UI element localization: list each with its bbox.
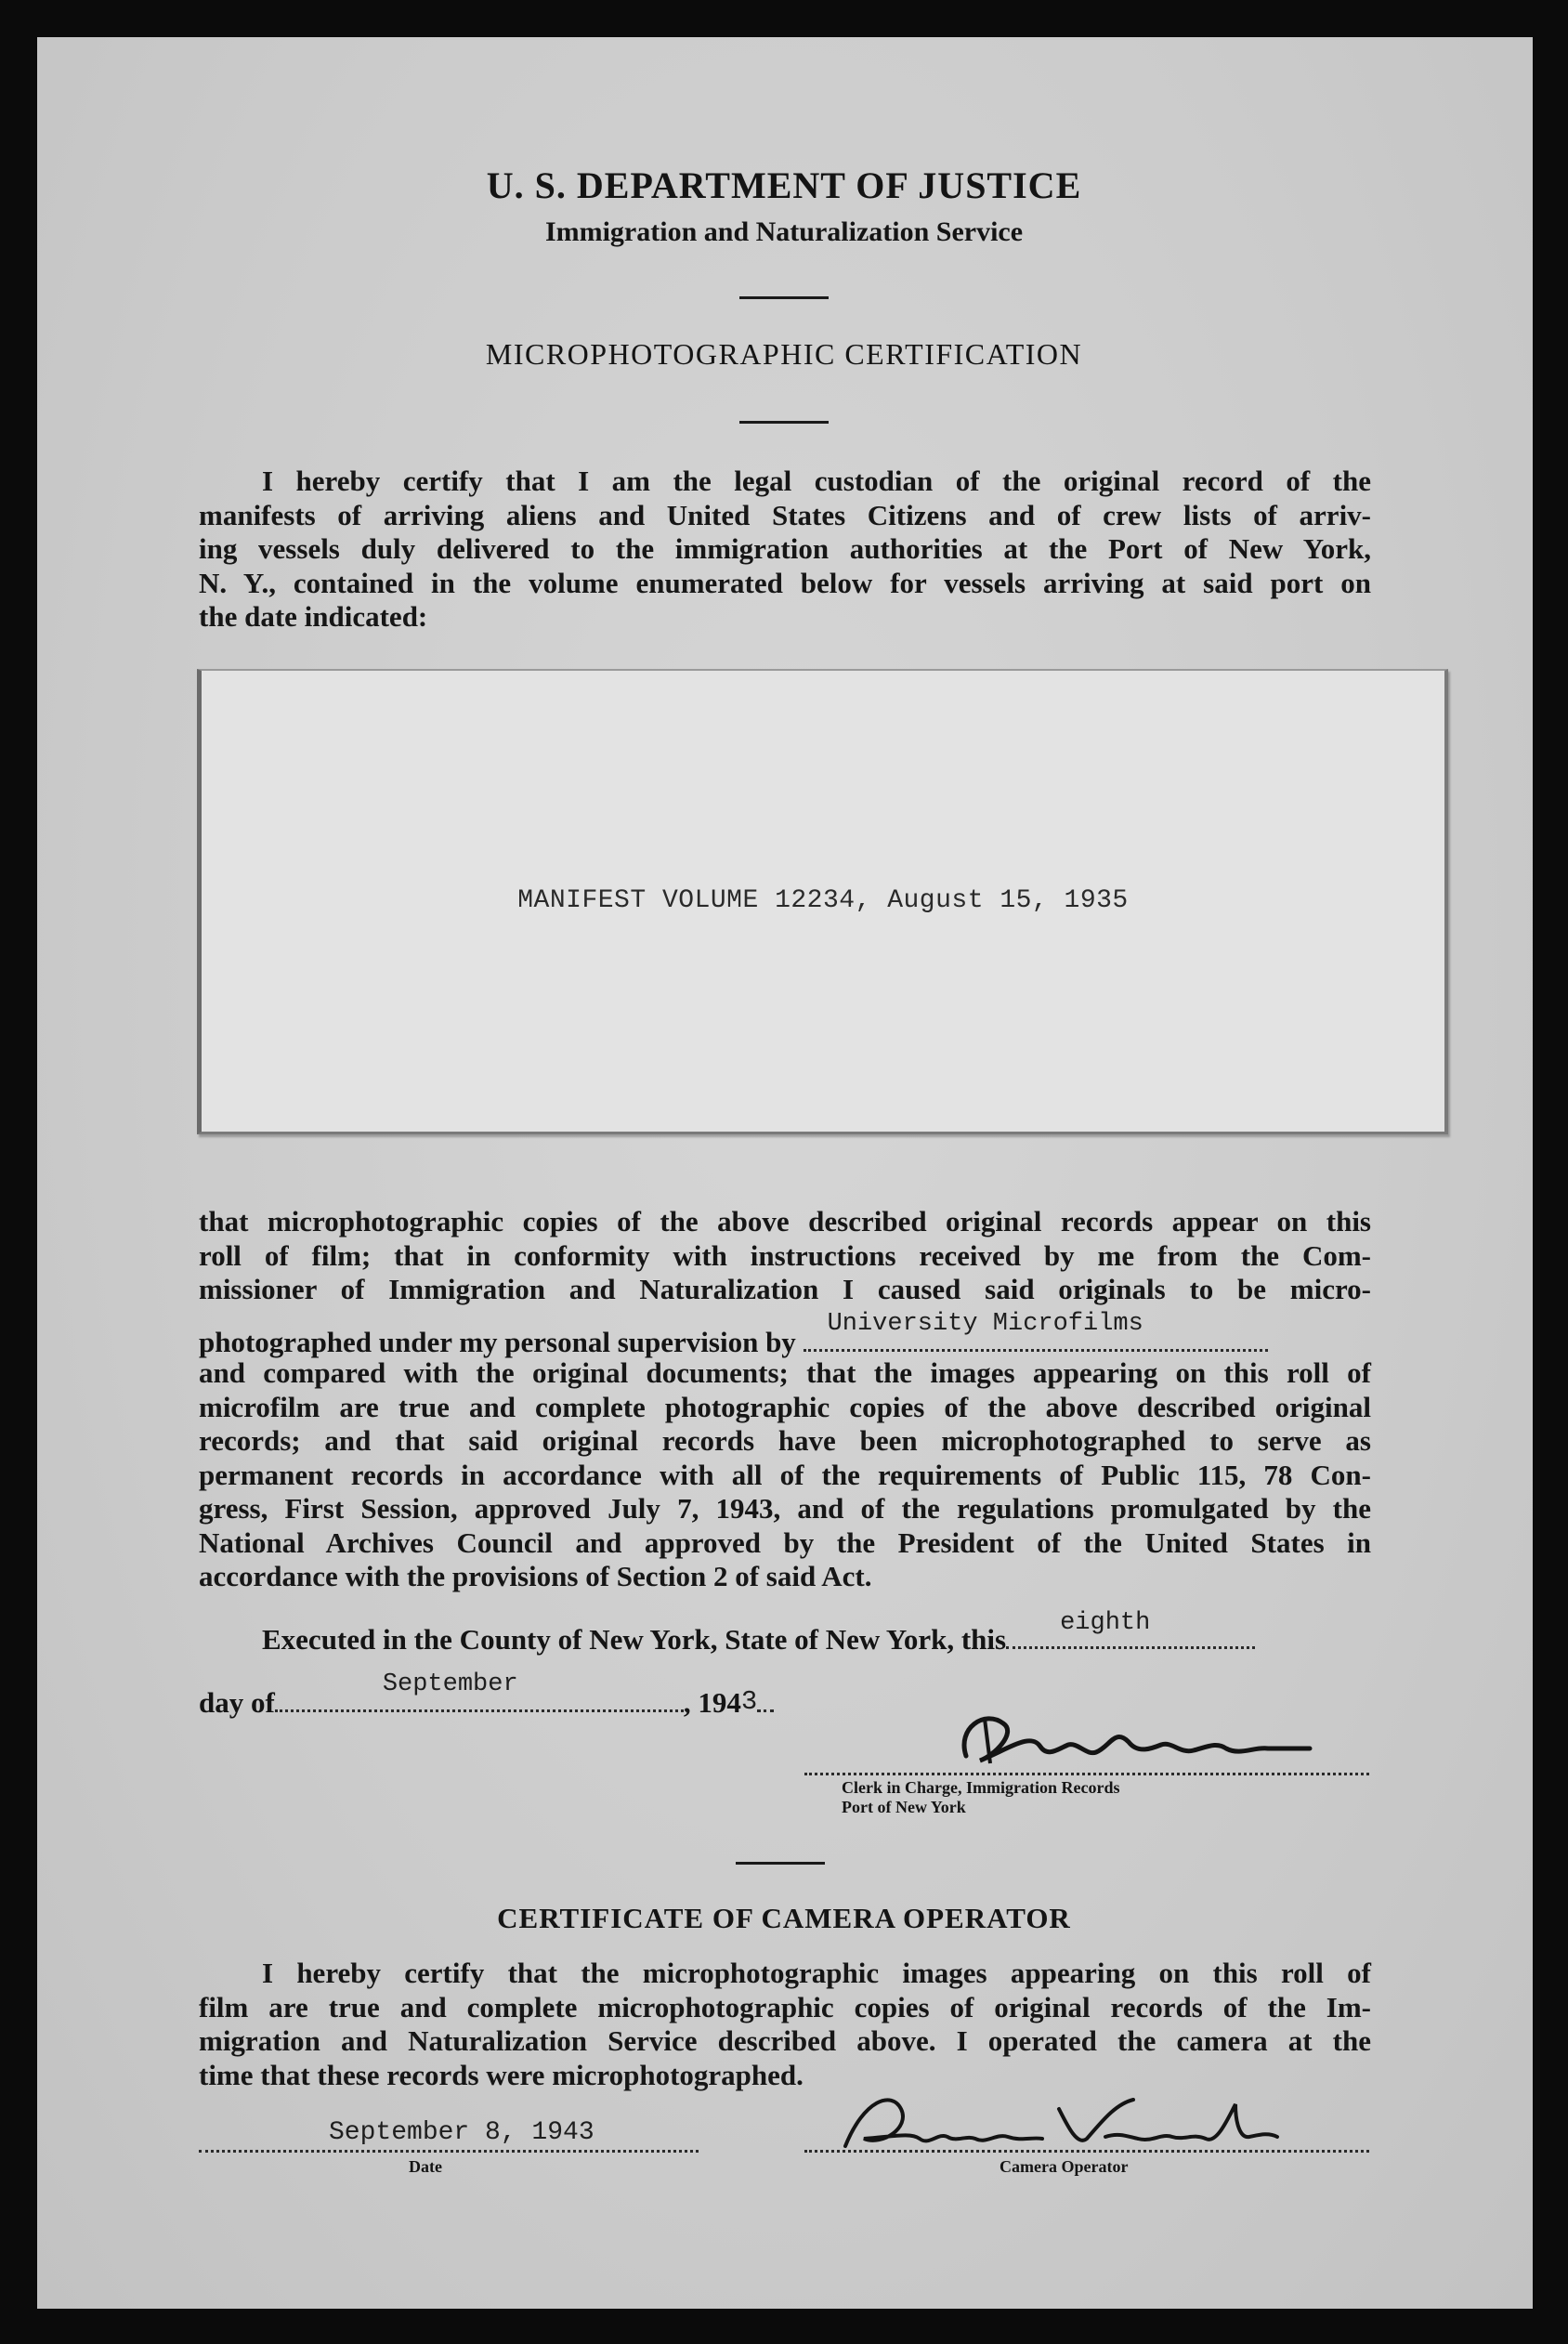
intro-line: the date indicated: <box>199 600 428 633</box>
body-line: records; and that said original records have been microphotographed to serve as <box>199 1424 1371 1457</box>
month-value: September <box>382 1670 518 1698</box>
department-heading: U. S. DEPARTMENT OF JUSTICE <box>486 164 1082 206</box>
body-line: roll of film; that in conformity with instructions received by me from the Com- <box>199 1238 1371 1272</box>
date-label: Date <box>409 2157 442 2176</box>
camera-date-value: September 8, 1943 <box>329 2118 595 2147</box>
year-prefix: , 194 <box>683 1686 741 1719</box>
date-signature-line <box>199 2118 699 2153</box>
year-value: 3 <box>740 1686 758 1717</box>
body-line: accordance with the provisions of Section 2 of said Act. <box>199 1560 872 1592</box>
body-line: and compared with the original documents; that the images appearing on this roll of <box>199 1356 1371 1389</box>
camera-line: time that these records were microphotographed. <box>199 2058 804 2091</box>
divider-rule <box>736 1862 825 1865</box>
body-line: permanent records in accordance with all of the requirements of Public 115, 78 Con- <box>199 1458 1371 1491</box>
day-value: eighth <box>1060 1609 1151 1637</box>
service-subheading: Immigration and Naturalization Service <box>544 216 1024 247</box>
body-line: that microphotographic copies of the above described original records appear on this <box>199 1205 1371 1237</box>
certification-title: MICROPHOTOGRAPHIC CERTIFICATION <box>485 337 1083 371</box>
divider-rule <box>739 296 829 299</box>
executed-line <box>262 1609 1255 1657</box>
body-line: National Archives Council and approved by the President of the United States in <box>199 1526 1371 1559</box>
operator-signature <box>827 2081 1310 2165</box>
intro-line: N. Y., contained in the volume enumerated below for vessels arriving at said port on <box>199 566 1371 599</box>
clerk-title-line1: Clerk in Charge, Immigration Records <box>842 1778 1120 1797</box>
intro-paragraph <box>199 465 1371 635</box>
intro-line: ing vessels duly delivered to the immigration authorities at the Port of New York, <box>199 532 1371 565</box>
camera-line: migration and Naturalization Service described above. I operated the camera at the <box>199 2024 1371 2057</box>
day-of-line <box>199 1670 774 1721</box>
clerk-title-line2: Port of New York <box>842 1798 966 1816</box>
clerk-signature <box>929 1691 1319 1784</box>
supervision-prefix: photographed under my personal supervision by <box>199 1326 796 1358</box>
body-line: missioner of Immigration and Naturalization I caused said originals to be micro- <box>199 1273 1371 1305</box>
intro-line: manifests of arriving aliens and United States Citizens and of crew lists of arriv- <box>199 498 1371 531</box>
manifest-volume-text: MANIFEST VOLUME 12234, August 15, 1935 <box>517 886 1129 915</box>
camera-line: film are true and complete microphotographic copies of original records of the Im- <box>199 1990 1371 2023</box>
record-box <box>197 669 1448 1134</box>
day-of-label: day of <box>199 1686 275 1719</box>
body-line: gress, First Session, approved July 7, 1943, and of the regulations promulgated by the <box>199 1492 1371 1525</box>
month-blank <box>275 1670 684 1712</box>
divider-rule <box>739 421 829 424</box>
body-line: microfilm are true and complete photographic copies of the above described original <box>199 1390 1371 1423</box>
camera-paragraph <box>199 1957 1371 2092</box>
day-blank <box>1006 1609 1255 1649</box>
executed-prefix: Executed in the County of New York, State of New York, this <box>262 1623 1007 1656</box>
body-paragraph-continued <box>199 1356 1371 1594</box>
body-paragraph <box>199 1205 1371 1307</box>
camera-certificate-title: CERTIFICATE OF CAMERA OPERATOR <box>497 1902 1071 1934</box>
camera-operator-label: Camera Operator <box>1000 2157 1129 2176</box>
intro-line: I hereby certify that I am the legal custodian of the original record of the <box>262 465 1371 497</box>
supervision-blank <box>804 1310 1268 1352</box>
year-blank <box>757 1683 774 1712</box>
supervision-line <box>199 1310 1268 1359</box>
supervision-value: University Microfilms <box>827 1310 1143 1338</box>
camera-line: I hereby certify that the microphotographic images appearing on this roll of <box>262 1957 1371 1989</box>
